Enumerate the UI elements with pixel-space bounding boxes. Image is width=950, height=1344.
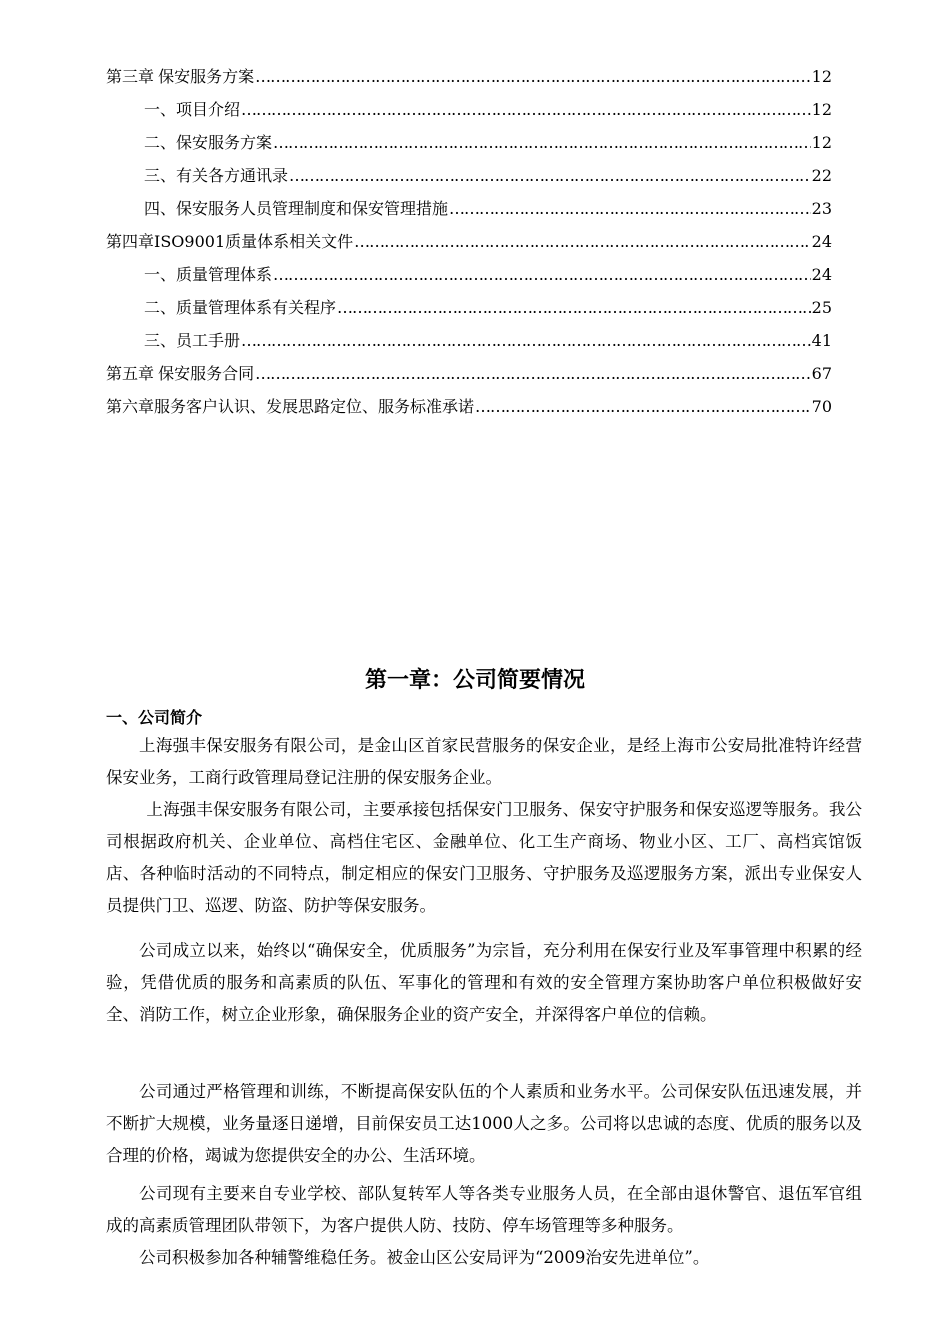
table-of-contents <box>106 60 832 423</box>
toc-page-number: 12 <box>811 100 832 119</box>
toc-page-number: 22 <box>811 166 832 185</box>
toc-title: 服务客户认识、发展思路定位、服务标准承诺 <box>154 397 475 416</box>
toc-chapter-label: 第六章 <box>106 397 155 416</box>
section-title: 一、公司简介 <box>106 708 203 727</box>
body-paragraph: 公司通过严格管理和训练，不断提高保安队伍的个人素质和业务水平。公司保安队伍迅速发展，并不断扩大规模，业务量逐日递增，目前保安员工达1000人之多。公司将以忠诚的态度、优质的服务以及合理的价格，竭诚为您提供安全的办公、生活环境。 <box>106 1082 862 1165</box>
toc-title: 一、质量管理体系 <box>144 265 273 284</box>
toc-entry-section <box>106 159 832 192</box>
toc-entry-chapter-3 <box>106 60 832 93</box>
toc-entry-section <box>106 126 832 159</box>
toc-title: 二、质量管理体系有关程序 <box>144 298 337 317</box>
toc-dot-leader <box>255 60 811 93</box>
toc-dot-leader <box>273 126 811 159</box>
body-paragraph: 上海强丰保安服务有限公司，主要承接包括保安门卫服务、保安守护服务和保安巡逻等服务。我公司根据政府机关、企业单位、高档住宅区、金融单位、化工生产商场、物业小区、工厂、高档宾馆饭店、各种临时活动的不同特点，制定相应的保安门卫服务、守护服务及巡逻服务方案，派出专业保安人员提供门卫、巡逻、防盗、防护等保安服务。 <box>106 800 862 915</box>
toc-title: 三、员工手册 <box>144 331 241 350</box>
toc-dot-leader <box>354 225 811 258</box>
toc-entry-chapter-4 <box>106 225 832 258</box>
toc-page-number: 67 <box>811 364 832 383</box>
toc-chapter-label: 第五章 <box>106 364 155 383</box>
toc-page-number: 23 <box>811 199 832 218</box>
toc-title: 一、项目介绍 <box>144 100 241 119</box>
toc-dot-leader <box>475 390 811 423</box>
toc-chapter-label: 第四章 <box>106 232 155 251</box>
toc-page-number: 24 <box>811 265 832 284</box>
toc-entry-section <box>106 258 832 291</box>
toc-dot-leader <box>255 357 811 390</box>
body-paragraph: 公司现有主要来自专业学校、部队复转军人等各类专业服务人员，在全部由退休警官、退伍军官组成的高素质管理团队带领下，为客户提供人防、技防、停车场管理等多种服务。 <box>106 1184 862 1235</box>
toc-page-number: 70 <box>811 397 832 416</box>
toc-page-number: 24 <box>811 232 832 251</box>
toc-entry-section <box>106 192 832 225</box>
body-paragraph: 公司积极参加各种辅警维稳任务。被金山区公安局评为“2009治安先进单位”。 <box>139 1248 710 1267</box>
toc-dot-leader <box>273 258 811 291</box>
toc-page-number: 25 <box>811 298 832 317</box>
body-paragraph: 公司成立以来，始终以“确保安全，优质服务”为宗旨，充分利用在保安行业及军事管理中积累的经验，凭借优质的服务和高素质的队伍、军事化的管理和有效的安全管理方案协助客户单位积极做好安全、消防工作，树立企业形象，确保服务企业的资产安全，并深得客户单位的信赖。 <box>106 941 862 1024</box>
toc-title: 四、保安服务人员管理制度和保安管理措施 <box>144 199 449 218</box>
body-paragraph: 上海强丰保安服务有限公司，是金山区首家民营服务的保安企业，是经上海市公安局批准特许经营保安业务，工商行政管理局登记注册的保安服务企业。 <box>106 736 862 787</box>
toc-page-number: 12 <box>811 133 832 152</box>
toc-title: 保安服务合同 <box>158 364 255 383</box>
toc-entry-section <box>106 93 832 126</box>
toc-title: 二、保安服务方案 <box>144 133 273 152</box>
toc-entry-chapter-6 <box>106 390 832 423</box>
toc-entry-section <box>106 291 832 324</box>
toc-dot-leader <box>449 192 811 225</box>
chapter-title: 第一章：公司简要情况 <box>364 667 585 693</box>
toc-dot-leader <box>241 324 811 357</box>
toc-dot-leader <box>289 159 811 192</box>
toc-chapter-label: 第三章 <box>106 67 155 86</box>
toc-entry-chapter-5 <box>106 357 832 390</box>
toc-title: 三、有关各方通讯录 <box>144 166 289 185</box>
toc-entry-section <box>106 324 832 357</box>
toc-title: ISO9001质量体系相关文件 <box>154 232 354 251</box>
toc-page-number: 12 <box>811 67 832 86</box>
toc-dot-leader <box>241 93 811 126</box>
toc-dot-leader <box>337 291 811 324</box>
toc-title: 保安服务方案 <box>158 67 255 86</box>
toc-page-number: 41 <box>811 331 832 350</box>
